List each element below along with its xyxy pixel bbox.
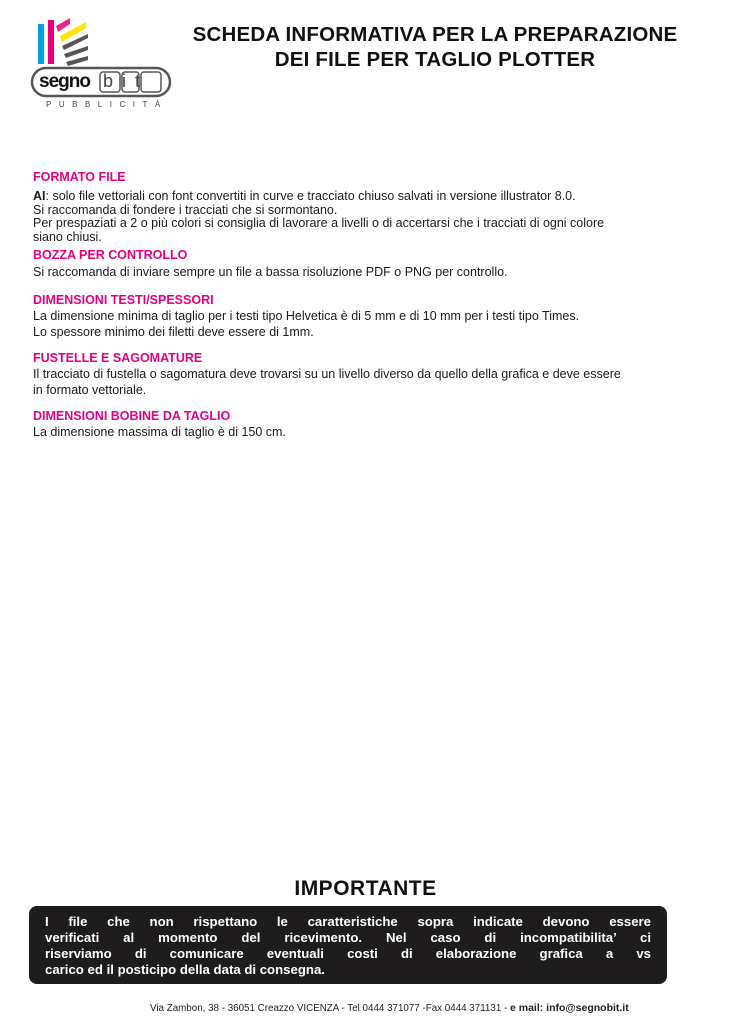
title-line-2: DEI FILE PER TAGLIO PLOTTER bbox=[274, 48, 596, 71]
title-line-1: SCHEDA INFORMATIVA PER LA PREPARAZIONE bbox=[192, 23, 678, 46]
content bbox=[33, 170, 693, 440]
body-line: Si raccomanda di inviare sempre un file a bassa risoluzione PDF o PNG per controllo. bbox=[33, 265, 508, 279]
logo-word-box bbox=[103, 71, 163, 93]
body-line: La dimensione minima di taglio per i testi tipo Helvetica è di 5 mm e di 10 mm per i testi tipo Times. bbox=[33, 309, 580, 323]
section-body bbox=[33, 366, 693, 398]
section-body bbox=[33, 308, 693, 340]
section-title: DIMENSIONI TESTI/SPESSORI bbox=[33, 293, 214, 307]
body-line: Per prespaziati a 2 o più colori si consiglia di lavorare a livelli o di accertarsi che i tracciati di ogni colore bbox=[33, 216, 605, 230]
footer-address: Via Zambon, 38 - 36051 Creazzo VICENZA - Tel 0444 371077 -Fax 0444 371131 - bbox=[150, 1003, 510, 1014]
body-line: La dimensione massima di taglio è di 150 cm. bbox=[33, 425, 286, 439]
logo-tagline: PUBBLICITÀ bbox=[46, 100, 168, 109]
body-line: in formato vettoriale. bbox=[33, 383, 147, 397]
section-body bbox=[33, 190, 693, 244]
section-body bbox=[33, 264, 693, 280]
section-title: FORMATO FILE bbox=[33, 170, 126, 184]
body-line: Lo spessore minimo dei filetti deve essere di 1mm. bbox=[33, 325, 314, 339]
important-line: I file che non rispettano le caratteristiche sopra indicate devono essere bbox=[45, 914, 651, 929]
section-formato-file bbox=[33, 170, 693, 244]
section-bobine bbox=[33, 409, 693, 440]
logo-word-box-text: bit bbox=[103, 71, 150, 91]
important-line: verificati al momento del ricevimento. Nel caso di incompatibilita’ ci bbox=[45, 930, 651, 945]
format-prefix: AI bbox=[33, 189, 46, 203]
section-title: DIMENSIONI BOBINE DA TAGLIO bbox=[33, 409, 231, 423]
important-line: carico ed il posticipo della data di consegna. bbox=[45, 962, 325, 977]
body-line: Si raccomanda di fondere i tracciati che si sormontano. bbox=[33, 202, 338, 217]
body-text: : solo file vettoriali con font convertiti in curve e tracciato chiuso salvati in versione illustrator 8.0. bbox=[45, 189, 576, 203]
section-dimensioni-testi bbox=[33, 293, 693, 340]
section-bozza bbox=[33, 248, 693, 280]
section-title: BOZZA PER CONTROLLO bbox=[33, 248, 188, 262]
body-line: siano chiusi. bbox=[33, 229, 102, 244]
important-line: riserviamo di comunicare eventuali costi di elaborazione grafica a vs bbox=[45, 946, 651, 961]
body-line: Il tracciato di fustella o sagomatura deve trovarsi su un livello diverso da quello della grafica e deve essere bbox=[33, 367, 621, 381]
section-body bbox=[33, 424, 693, 440]
important-box bbox=[29, 906, 667, 984]
important-title: IMPORTANTE bbox=[294, 877, 437, 900]
section-title: FUSTELLE E SAGOMATURE bbox=[33, 351, 203, 365]
page-title bbox=[140, 22, 730, 72]
body-line bbox=[33, 190, 693, 204]
footer bbox=[150, 1002, 629, 1015]
logo-word-main: segno bbox=[39, 71, 90, 92]
section-fustelle bbox=[33, 351, 693, 398]
footer-email[interactable]: e mail: info@segnobit.it bbox=[509, 1002, 629, 1014]
